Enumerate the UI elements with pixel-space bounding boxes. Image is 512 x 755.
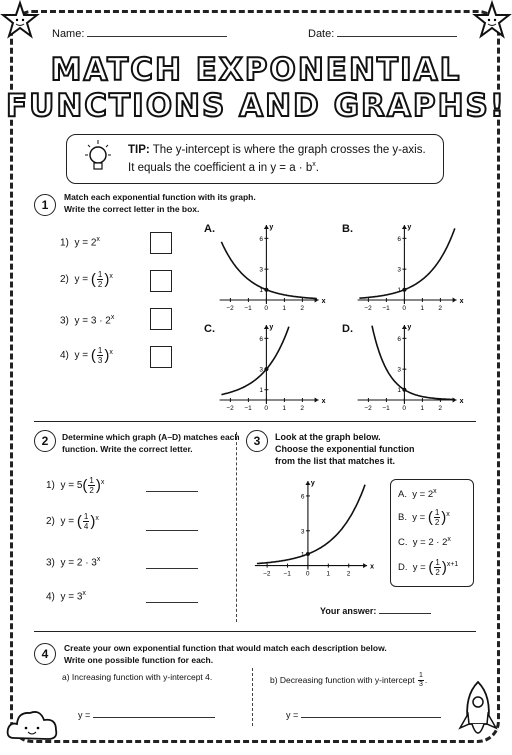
q2-answer-line-2[interactable] [146, 520, 198, 531]
question-4-instructions [64, 642, 387, 666]
x-axis-label: x [459, 398, 464, 405]
answer-box-1[interactable] [150, 232, 172, 254]
star-icon [0, 0, 40, 40]
name-line[interactable] [87, 36, 227, 37]
curve [221, 242, 316, 299]
q4-part-a-label: a) Increasing function with y-intercept 4. [62, 672, 213, 682]
curve [221, 327, 289, 395]
q3-choice-d[interactable]: D. y = ( $\frac{1}{2}$ )$^{x+1}$ [398, 558, 459, 577]
q4-instr-2: Write one possible function for each. [64, 655, 214, 665]
q2-item-number: 3) [46, 557, 55, 569]
x-tick-label: 0 [402, 405, 407, 412]
tip-line-1 [128, 144, 426, 156]
q1-item-number: 2) [60, 274, 69, 286]
title-line-1: MATCH EXPONENTIAL [50, 52, 462, 88]
graph-d-label: D. [342, 323, 353, 335]
y-tick-label: 1 [397, 287, 402, 295]
name-label: Name: [52, 28, 85, 40]
date-label: Date: [308, 28, 335, 40]
q2-item-3: 3) $y = 2 \cdot 3^x$ [46, 556, 101, 569]
graph-d [348, 320, 468, 420]
curve [372, 326, 455, 400]
y-tick-label: 3 [300, 528, 305, 536]
x-tick-label: −1 [283, 570, 291, 578]
q4-answer-line-a[interactable] [93, 717, 215, 718]
x-tick-label: −2 [364, 305, 372, 312]
x-tick-label: 0 [264, 305, 269, 312]
x-tick-label: 1 [420, 305, 425, 312]
tip-text-1: The y-intercept is where the graph crosses the y-axis. [152, 144, 426, 156]
column-divider [236, 432, 237, 622]
y-tick-label: 1 [259, 387, 264, 395]
q1-instr-2: Write the correct letter in the box. [64, 204, 200, 214]
y-intercept-point [264, 367, 268, 371]
q4-answer-line-b[interactable] [301, 717, 441, 718]
y-tick-label: 3 [397, 366, 402, 374]
q3-choice-letter: C. [398, 537, 408, 549]
x-tick-label: 2 [438, 305, 443, 312]
q1-item-1: 1) $y = 2^x$ [60, 236, 100, 249]
q4-part-b: b) Decreasing function with y-intercept $\frac{1}{3}$ . [270, 672, 428, 688]
q4-answer-a[interactable] [78, 710, 215, 720]
curve [257, 485, 365, 564]
q4-y-label-a: y = [78, 710, 91, 720]
y-tick-label: 6 [259, 235, 264, 243]
x-tick-label: 1 [420, 405, 425, 412]
x-arrow [363, 563, 367, 568]
y-tick-label: 3 [259, 266, 264, 274]
answer-box-4[interactable] [150, 346, 172, 368]
x-tick-label: −1 [382, 305, 390, 312]
graph-c-label: C. [204, 323, 215, 335]
answer-box-3[interactable] [150, 308, 172, 330]
y-arrow [264, 225, 269, 229]
y-axis-label: y [269, 324, 274, 331]
q1-item-3: 3) $y = 3 \cdot 2^x$ [60, 314, 115, 327]
q1-item-number: 3) [60, 315, 69, 327]
q1-item-number: 4) [60, 350, 69, 362]
y-tick-label: 3 [397, 266, 402, 274]
section-divider [34, 631, 476, 632]
q4-part-b-label: b) Decreasing function with y-intercept [270, 674, 415, 685]
q3-answer-line[interactable] [379, 613, 431, 614]
x-tick-label: −2 [226, 305, 234, 312]
y-tick-label: 6 [259, 335, 264, 343]
y-intercept-point [306, 552, 310, 556]
name-field[interactable] [52, 28, 227, 40]
q4-column-divider [252, 668, 253, 726]
graph-c [210, 320, 330, 420]
question-2-number: 2 [34, 430, 56, 452]
q3-choice-b[interactable]: B. y = ( $\frac{1}{2}$ )$^x$ [398, 508, 450, 527]
y-axis-label: y [407, 224, 412, 231]
question-2-instructions [62, 431, 240, 455]
q3-instr-3: from the list that matches it. [275, 456, 396, 466]
x-tick-label: 2 [300, 305, 305, 312]
x-tick-label: 1 [282, 405, 287, 412]
y-arrow [305, 481, 310, 485]
y-tick-label: 6 [397, 235, 402, 243]
y-tick-label: 3 [259, 366, 264, 374]
x-axis-label: x [459, 298, 464, 305]
y-tick-label: 1 [300, 551, 305, 559]
x-tick-label: 0 [402, 305, 407, 312]
y-axis-label: y [269, 224, 274, 231]
q2-item-number: 1) [46, 480, 55, 492]
date-field[interactable] [308, 28, 457, 40]
curve [359, 228, 454, 298]
date-line[interactable] [337, 36, 457, 37]
question-1-instructions [64, 191, 256, 215]
tip-box [66, 134, 444, 184]
y-tick-label: 1 [397, 387, 402, 395]
q3-answer[interactable] [320, 606, 431, 616]
q2-instr-2: function. Write the correct letter. [62, 444, 193, 454]
graph-b-label: B. [342, 223, 353, 235]
q2-item-4: 4) $y = 3^x$ [46, 590, 86, 603]
q4-y-label-b: y = [286, 710, 299, 720]
x-tick-label: 2 [346, 570, 351, 578]
q3-choice-letter: D. [398, 562, 408, 574]
question-4-number: 4 [34, 643, 56, 665]
question-3-instructions [275, 431, 415, 467]
y-tick-label: 6 [300, 493, 305, 501]
q2-answer-line-4[interactable] [146, 592, 198, 603]
q3-choice-a[interactable]: A. $y = 2^x$ [398, 488, 437, 501]
y-arrow [402, 225, 407, 229]
x-axis-label: x [370, 563, 374, 571]
y-tick-label: 6 [397, 335, 402, 343]
x-tick-label: −2 [364, 405, 372, 412]
x-axis-label: x [321, 398, 326, 405]
x-tick-label: 1 [326, 570, 330, 578]
rocket-icon [452, 678, 504, 748]
q3-instr-1: Look at the graph below. [275, 432, 381, 442]
y-intercept-point [402, 388, 406, 392]
q1-item-number: 1) [60, 237, 69, 249]
q3-choice-letter: A. [398, 489, 407, 501]
x-tick-label: 0 [264, 405, 269, 412]
y-arrow [402, 325, 407, 329]
q2-item-2: 2) y = ( $\frac{1}{4}$ )$^x$ [46, 512, 99, 531]
y-intercept-point [402, 288, 406, 292]
q2-instr-1: Determine which graph (A–D) matches each [62, 432, 240, 442]
q1-item-2: 2) y = ( $\frac{1}{2}$ )$^x$ [60, 270, 113, 289]
star-icon [472, 0, 512, 40]
section-divider [34, 421, 476, 422]
x-tick-label: 2 [300, 405, 305, 412]
y-intercept-point [264, 288, 268, 292]
y-axis-label: y [310, 480, 315, 487]
q4-instr-1: Create your own exponential function that would match each description below. [64, 643, 387, 653]
q2-answer-line-3[interactable] [146, 558, 198, 569]
graph-a [210, 220, 330, 320]
x-arrow [453, 298, 457, 303]
q2-item-1: 1) y = 5( $\frac{1}{2}$ )$^x$ [46, 476, 105, 495]
x-tick-label: −1 [244, 305, 252, 312]
y-axis-label: y [407, 324, 412, 331]
x-axis-label: x [321, 298, 326, 305]
q3-choice-c[interactable]: C. $y = 2 \cdot 2^x$ [398, 536, 451, 549]
q3-instr-2: Choose the exponential function [275, 444, 415, 454]
y-arrow [264, 325, 269, 329]
q3-answer-label: Your answer: [320, 606, 377, 616]
y-tick-label: 1 [259, 287, 264, 295]
lightbulb-icon [80, 136, 116, 180]
x-tick-label: −2 [263, 570, 271, 578]
x-tick-label: 0 [305, 570, 310, 578]
q2-item-number: 4) [46, 591, 55, 603]
x-tick-label: −2 [226, 405, 234, 412]
tip-line-2: It equals the coefficient a in $y = a \cdot b^x$. [128, 161, 319, 174]
q3-graph [244, 476, 380, 588]
q1-item-4: 4) y = ( $\frac{1}{3}$ )$^x$ [60, 346, 113, 365]
graph-a-label: A. [204, 223, 215, 235]
tip-text-2: It equals the coefficient a in y = a · b [128, 161, 313, 174]
answer-box-2[interactable] [150, 270, 172, 292]
q1-instr-1: Match each exponential function with its graph. [64, 192, 256, 202]
graph-b [348, 220, 468, 320]
question-1-number: 1 [34, 194, 56, 216]
question-3-number: 3 [246, 430, 268, 452]
tip-label: TIP: [128, 144, 150, 156]
q2-item-number: 2) [46, 516, 55, 528]
x-tick-label: 2 [438, 405, 443, 412]
x-tick-label: −1 [244, 405, 252, 412]
q4-answer-b[interactable] [286, 710, 441, 720]
q3-choice-letter: B. [398, 512, 407, 524]
x-tick-label: 1 [282, 305, 287, 312]
x-tick-label: −1 [382, 405, 390, 412]
title-line-2: FUNCTIONS AND GRAPHS! [5, 88, 507, 124]
x-arrow [315, 398, 319, 403]
cloud-icon [4, 702, 62, 746]
q2-answer-line-1[interactable] [146, 481, 198, 492]
